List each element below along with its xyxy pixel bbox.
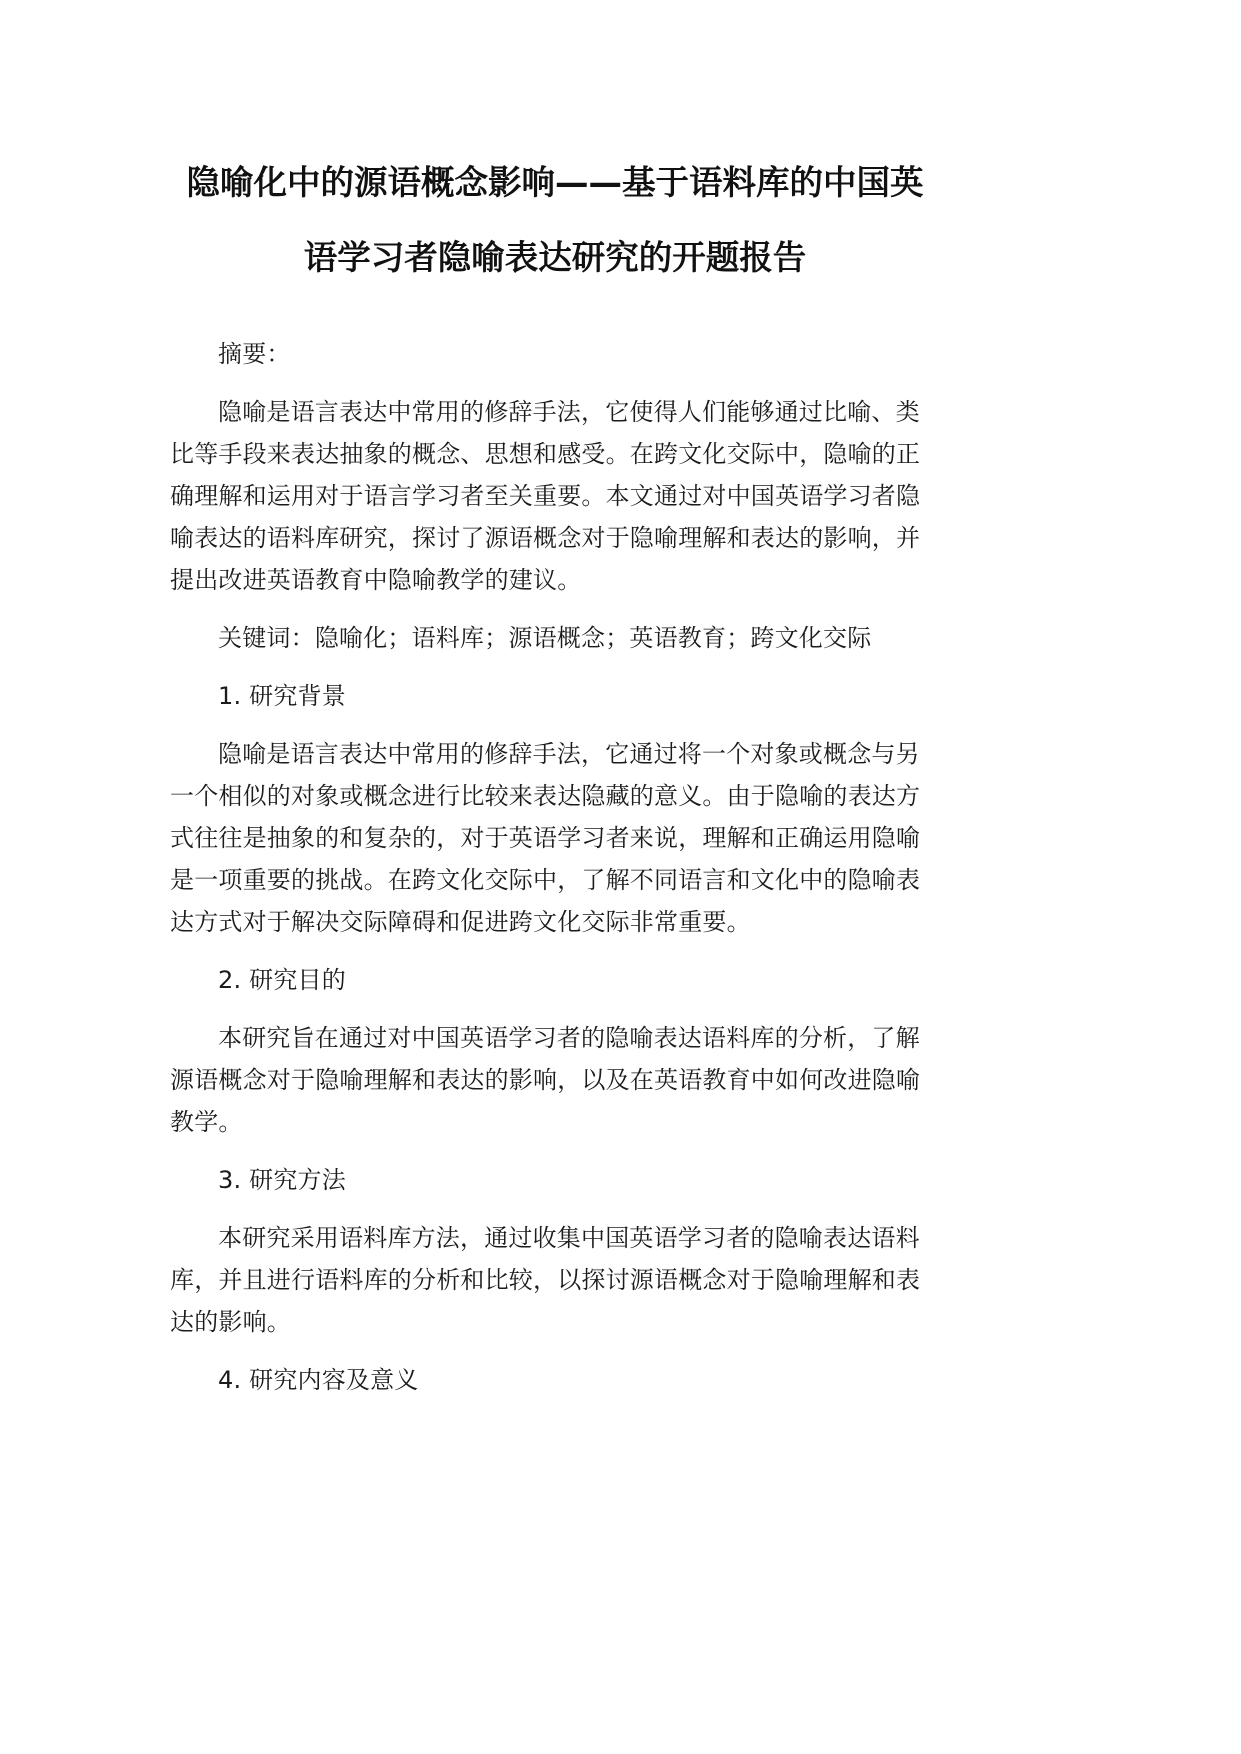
section-paragraph bbox=[170, 733, 920, 943]
section-heading-text: 2. 研究目的 bbox=[218, 966, 346, 994]
paragraph-line: 隐喻是语言表达中常用的修辞手法，它通过将一个对象或概念与另 bbox=[218, 740, 920, 768]
paragraph-line: 隐喻是语言表达中常用的修辞手法，它使得人们能够通过比喻、类 bbox=[218, 398, 920, 426]
paragraph-line: 喻表达的语料库研究，探讨了源语概念对于隐喻理解和表达的影响，并 bbox=[170, 524, 921, 552]
title-line: 语学习者隐喻表达研究的开题报告 bbox=[303, 238, 807, 277]
paragraph-line: 是一项重要的挑战。在跨文化交际中，了解不同语言和文化中的隐喻表 bbox=[170, 866, 921, 894]
section-heading bbox=[170, 1359, 920, 1401]
section-paragraph bbox=[170, 1217, 920, 1343]
paragraph-line: 本研究采用语料库方法，通过收集中国英语学习者的隐喻表达语料 bbox=[218, 1224, 920, 1252]
keywords-text: 隐喻化；语料库；源语概念；英语教育；跨文化交际 bbox=[314, 624, 872, 652]
abstract-heading bbox=[170, 333, 920, 375]
section-heading-text: 3. 研究方法 bbox=[218, 1166, 346, 1194]
paragraph-line: 教学。 bbox=[170, 1108, 243, 1136]
paragraph-line: 提出改进英语教育中隐喻教学的建议。 bbox=[170, 566, 582, 594]
paragraph-line: 库，并且进行语料库的分析和比较，以探讨源语概念对于隐喻理解和表 bbox=[170, 1266, 921, 1294]
section-heading bbox=[170, 959, 920, 1001]
paragraph-line: 达方式对于解决交际障碍和促进跨文化交际非常重要。 bbox=[170, 908, 751, 936]
section-paragraph bbox=[170, 1017, 920, 1143]
paragraph-line: 源语概念对于隐喻理解和表达的影响，以及在英语教育中如何改进隐喻 bbox=[170, 1066, 921, 1094]
paragraph-line: 一个相似的对象或概念进行比较来表达隐藏的意义。由于隐喻的表达方 bbox=[170, 782, 921, 810]
keywords-line bbox=[170, 617, 920, 659]
abstract-paragraph bbox=[170, 391, 920, 601]
paragraph-line: 达的影响。 bbox=[170, 1308, 291, 1336]
keywords bbox=[170, 617, 920, 659]
keywords-label: 关键词： bbox=[218, 624, 315, 652]
paragraph-line: 比等手段来表达抽象的概念、思想和感受。在跨文化交际中，隐喻的正 bbox=[170, 440, 921, 468]
document-title bbox=[170, 145, 940, 295]
document-body bbox=[170, 333, 920, 1417]
section-heading-text: 4. 研究内容及意义 bbox=[218, 1366, 419, 1394]
title-line: 隐喻化中的源语概念影响——基于语料库的中国英 bbox=[186, 163, 924, 202]
paragraph-line: 本研究旨在通过对中国英语学习者的隐喻表达语料库的分析，了解 bbox=[218, 1024, 920, 1052]
abstract-label: 摘要： bbox=[218, 340, 291, 368]
section-heading bbox=[170, 1159, 920, 1201]
section-heading-text: 1. 研究背景 bbox=[218, 682, 346, 710]
section-heading bbox=[170, 675, 920, 717]
paragraph-line: 确理解和运用对于语言学习者至关重要。本文通过对中国英语学习者隐 bbox=[170, 482, 921, 510]
paragraph-line: 式往往是抽象的和复杂的，对于英语学习者来说，理解和正确运用隐喻 bbox=[170, 824, 921, 852]
